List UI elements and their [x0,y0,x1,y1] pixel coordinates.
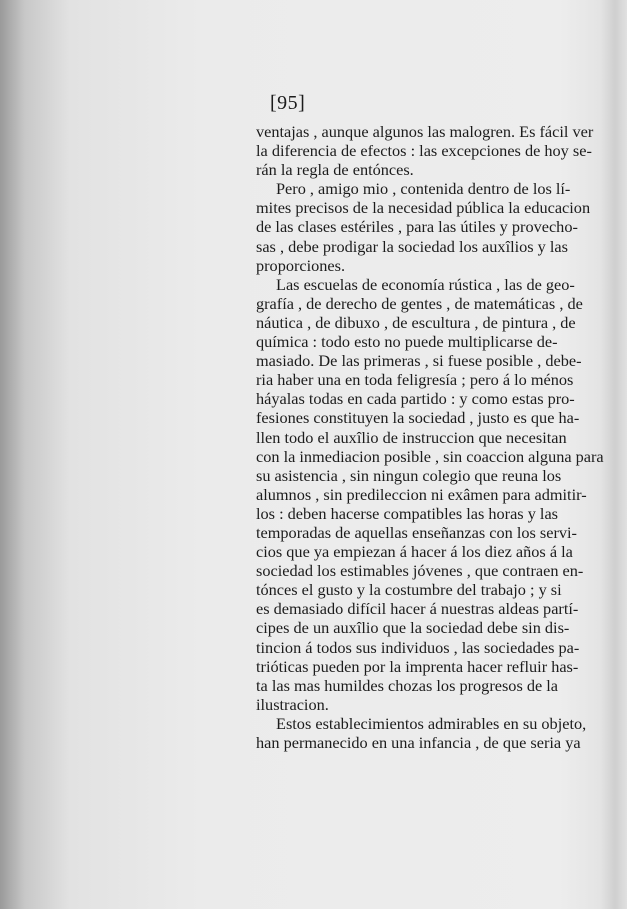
text-line: háyalas todas en cada partido : y como estas pro- [256,389,575,409]
text-line: ta las mas humildes chozas los progresos de la [256,675,559,695]
text-line: alumnos , sin predileccion ni exâmen para admitir- [256,484,587,504]
text-line: los : deben hacerse compatibles las horas y las [256,503,559,523]
text-line: la diferencia de efectos : las excepciones de hoy se- [256,141,592,161]
text-line: sociedad los estimables jóvenes , que contraen en- [256,561,584,581]
text-line: tónces el gusto y la costumbre del trabajo ; y si [256,580,562,600]
text-line: temporadas de aquellas enseñanzas con los servi- [256,522,577,542]
text-line: química : todo esto no puede multiplicarse de- [256,332,558,352]
text-line: han permanecido en una infancia , de que seria ya [256,733,581,752]
text-line: fesiones constituyen la sociedad , justo es que ha- [256,408,580,428]
text-line: Las escuelas de economía rústica , las de geo- [276,274,575,294]
text-line: es demasiado difícil hacer á nuestras aldeas partí- [256,599,579,619]
text-line: masiado. De las primeras , si fuese posible , debe- [256,351,582,371]
text-line: sas , debe prodigar la sociedad los auxîlios y las [256,236,568,256]
text-line: ilustracion. [256,694,329,714]
text-line: su asistencia , sin ningun colegio que reuna los [256,465,562,485]
text-line: grafía , de derecho de gentes , de matemáticas , de [256,293,583,313]
text-line: cios que ya empiezan á hacer á los diez años á la [256,542,573,562]
text-line: trióticas pueden por la imprenta hacer refluir has- [256,656,579,676]
text-line: náutica , de dibuxo , de escultura , de pintura , de [256,312,576,332]
text-line: cipes de un auxîlio que la sociedad debe sin dis- [256,618,570,638]
text-line: de las clases estériles , para las útiles y provecho- [256,217,578,237]
body-text [256,122,604,752]
page-number: [95] [270,92,306,114]
text-line: Pero , amigo mio , contenida dentro de los lí- [276,179,571,199]
text-line: ria haber una en toda feligresía ; pero á lo ménos [256,370,574,390]
text-line: con la inmediacion posible , sin coaccion alguna para [256,446,604,466]
text-line: Estos establecimientos admirables en su objeto, [276,713,587,733]
text-line: tincion á todos sus individuos , las sociedades pa- [256,637,580,657]
text-line: ventajas , aunque algunos las malogren. Es fácil ver [256,122,594,141]
text-line: proporciones. [256,255,346,275]
text-line: mites precisos de la necesidad pública la educacion [256,198,591,218]
text-line: rán la regla de entónces. [256,160,414,180]
text-line: llen todo el auxîlio de instruccion que necesitan [256,427,567,447]
